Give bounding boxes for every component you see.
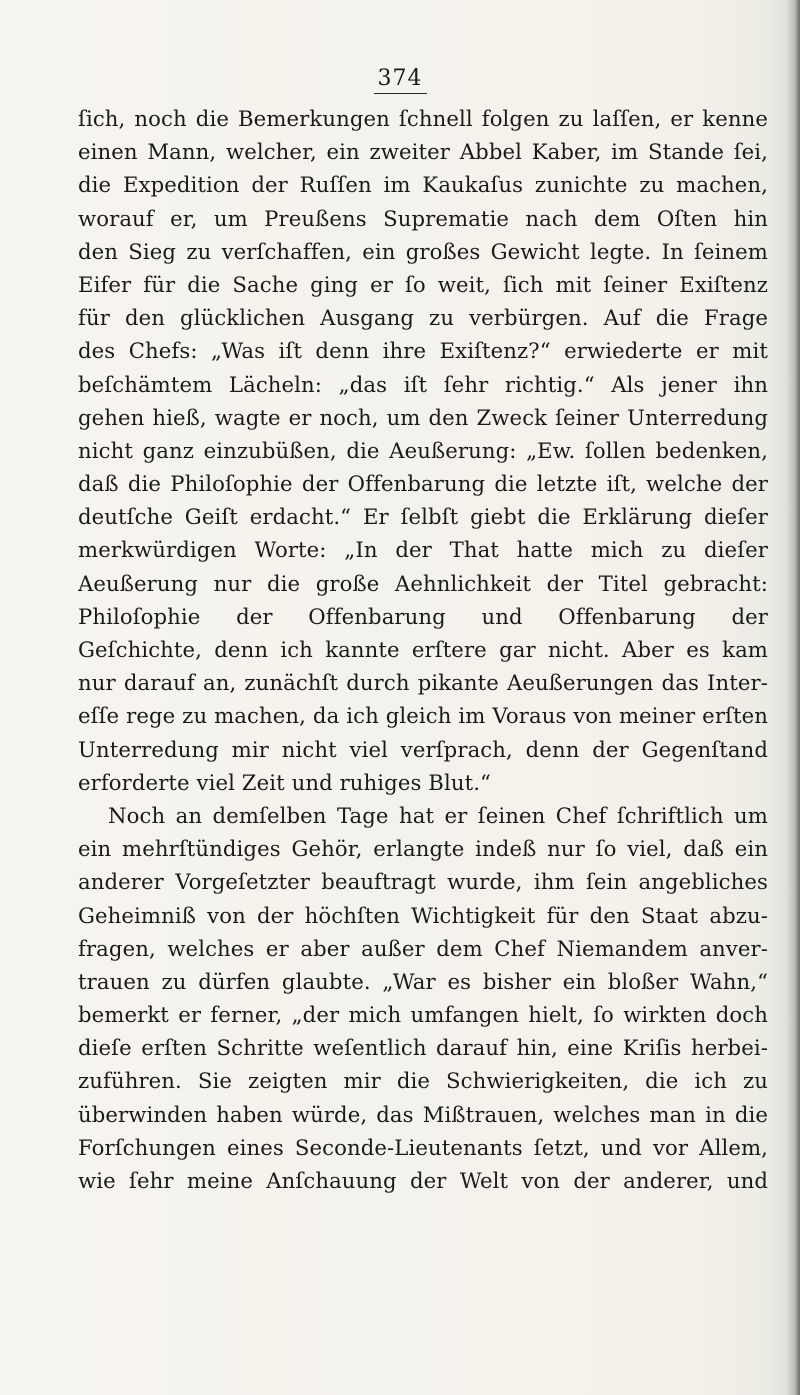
text-line: wie ſehr meine Anſchauung der Welt von der anderer, und [78,1168,768,1193]
text-line: beſchämtem Lächeln: „das iſt ſehr richtig.“ Als jener ihn [78,371,768,397]
text-line: gehen hieß, wagte er noch, um den Zweck ſeiner Unterredung [78,404,768,430]
text-line: anderer Vorgeſetzter beauftragt wurde, ihm ſein angebliches [78,869,768,895]
text-line: Aeußerung nur die große Aehnlichkeit der Titel gebracht: [78,570,768,596]
text-line: bemerkt er ferner, „der mich umfangen hielt, ſo wirkten doch [78,1002,768,1028]
paragraph-start-line: Noch an demſelben Tage hat er ſeinen Chef ſchriftlich um [108,802,768,828]
text-line: Geſchichte, denn ich kannte erſtere gar nicht. Aber es kam [78,637,768,662]
text-line: deutſche Geiſt erdacht.“ Er ſelbſt giebt die Erklärung dieſer [78,504,768,530]
body-text [78,102,768,1197]
text-line: ſich, noch die Bemerkungen ſchnell folgen zu laſſen, er kenne [78,106,768,131]
text-line: nicht ganz einzubüßen, die Aeußerung: „Ew. ſollen bedenken, [78,437,768,463]
text-line: einen Mann, welcher, ein zweiter Abbel Kaber, im Stande ſei, [78,139,768,165]
text-line: den Sieg zu verſchaffen, ein großes Gewicht legte. In ſeinem [78,238,768,264]
text-line: Unterredung mir nicht viel verſprach, denn der Gegenſtand [78,736,768,762]
page-number [0,66,800,94]
text-line: Philoſophie der Offenbarung und Offenbarung der [78,603,768,629]
text-line: überwinden haben würde, das Mißtrauen, welches man in die [78,1101,768,1127]
text-line: merkwürdigen Worte: „In der That hatte mich zu dieſer [78,537,768,563]
text-line: ein mehrſtündiges Gehör, erlangte indeß nur ſo viel, daß ein [78,836,768,862]
text-line: Forſchungen eines Seconde-Lieutenants ſetzt, und vor Allem, [78,1134,768,1160]
text-line: die Expedition der Ruſſen im Kaukaſus zunichte zu machen, [78,172,768,198]
text-line: für den glücklichen Ausgang zu verbürgen. Auf die Frage [78,305,768,331]
text-line: zuführen. Sie zeigten mir die Schwierigkeiten, die ich zu [78,1068,768,1094]
text-line: daß die Philoſophie der Offenbarung die letzte iſt, welche der [78,471,768,497]
text-line: Geheimniß von der höchſten Wichtigkeit für den Staat abzu- [78,902,768,928]
text-line: nur darauf an, zunächſt durch pikante Aeußerungen das Inter- [78,670,768,696]
text-line: des Chefs: „Was iſt denn ihre Exiſtenz?“ erwiederte er mit [78,338,768,364]
page-number-text: 374 [374,66,427,94]
text-line: worauf er, um Preußens Suprematie nach dem Oſten hin [78,205,768,231]
text-line: dieſe erſten Schritte weſentlich darauf hin, eine Kriſis herbei- [78,1035,768,1061]
paragraph-end-line: erforderte viel Zeit und ruhiges Blut.“ [78,769,491,795]
text-line: fragen, welches er aber außer dem Chef Niemandem anver- [78,935,768,961]
text-line: Eifer für die Sache ging er ſo weit, ſich mit ſeiner Exiſtenz [78,271,768,297]
page-edge-shadow [786,0,800,1395]
text-line: trauen zu dürfen glaubte. „War es bisher ein bloßer Wahn,“ [78,968,768,994]
text-line: eſſe rege zu machen, da ich gleich im Voraus von meiner erſten [78,703,768,729]
